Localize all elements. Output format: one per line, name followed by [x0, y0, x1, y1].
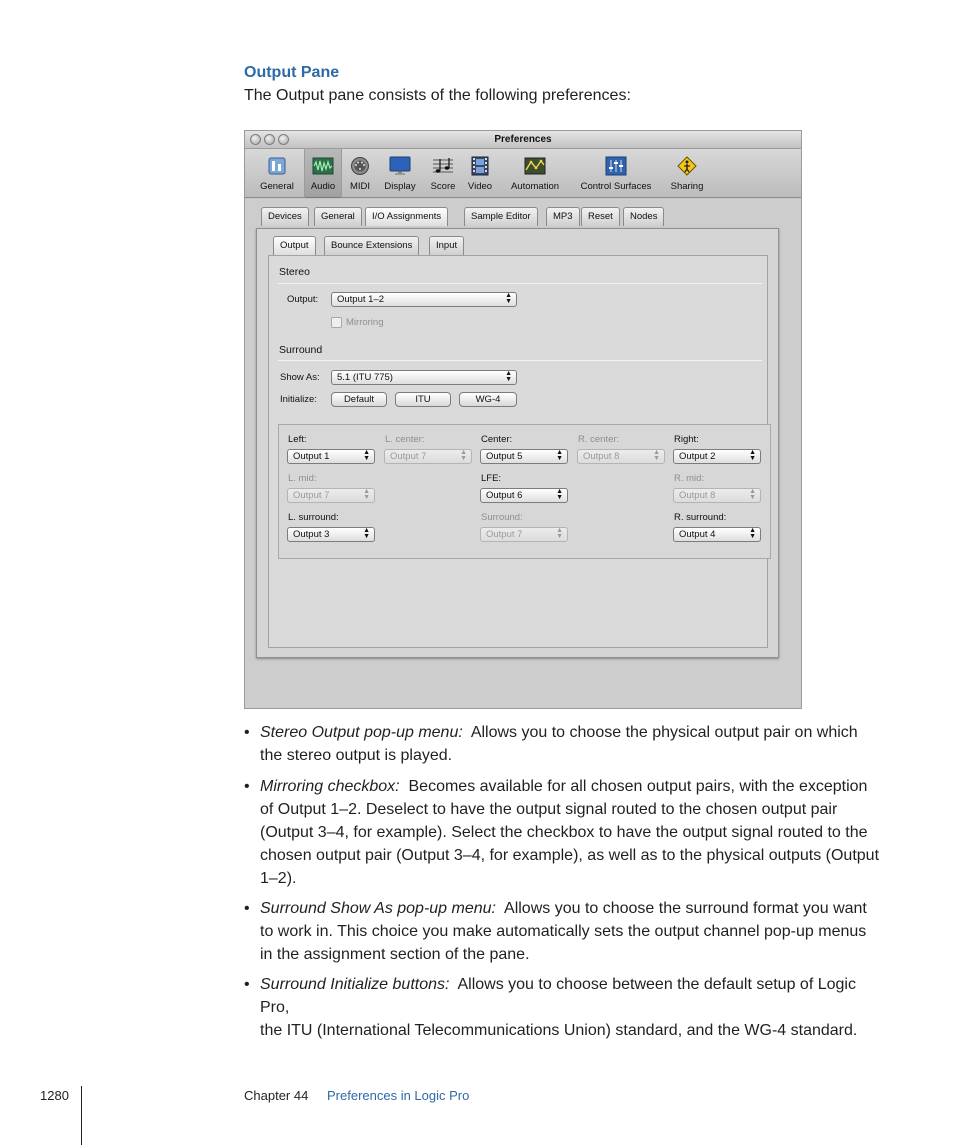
toolbar-sharing[interactable]: Sharing — [663, 149, 711, 198]
tab-general[interactable]: General — [314, 207, 362, 226]
initialize-label: Initialize: — [280, 394, 317, 405]
lfe-output-popup[interactable]: Output 6 ▲ ▼ — [480, 488, 568, 503]
toolbar-audio[interactable]: Audio — [304, 149, 342, 198]
tab-nodes[interactable]: Nodes — [623, 207, 664, 226]
bullet-term: Surround Initialize buttons: — [260, 976, 450, 993]
window-titlebar — [245, 131, 801, 149]
right-label: Right: — [674, 434, 699, 445]
center-label: Center: — [481, 434, 513, 445]
popup-arrows-icon: ▲ ▼ — [460, 449, 467, 462]
bullet-dot: • — [244, 778, 250, 795]
toolbar-video[interactable]: Video — [463, 149, 497, 198]
section-intro: The Output pane consists of the following preferences: — [244, 87, 631, 104]
midi-port-icon — [349, 156, 371, 176]
mirroring-checkbox[interactable] — [331, 317, 342, 328]
surround-label: Surround: — [481, 512, 523, 523]
bullet-term: Stereo Output pop-up menu: — [260, 724, 463, 741]
window-title: Preferences — [494, 134, 552, 145]
output-panel — [268, 255, 768, 648]
tab-reset[interactable]: Reset — [581, 207, 620, 226]
bullet-term: Mirroring checkbox: — [260, 778, 400, 795]
subtab-input[interactable]: Input — [429, 236, 464, 255]
popup-arrows-icon: ▲ ▼ — [363, 488, 370, 501]
tab-mp3[interactable]: MP3 — [546, 207, 580, 226]
audio-waveform-icon — [312, 156, 334, 176]
bullet-show-as: • Surround Show As pop-up menu: Allows you to choose the surround format you want to work in. This choice you make automatically sets the output channel pop-up menus in the assignment section of the pane. — [244, 897, 884, 966]
popup-arrows-icon: ▲ ▼ — [749, 488, 756, 501]
preferences-content — [245, 199, 801, 708]
lfe-label: LFE: — [481, 473, 502, 484]
bullet-dot: • — [244, 976, 250, 993]
initialize-default-button[interactable]: Default — [331, 392, 387, 407]
left-output-popup[interactable]: Output 1 ▲ ▼ — [287, 449, 375, 464]
r-mid-output-popup[interactable]: Output 8 ▲ ▼ — [673, 488, 761, 503]
popup-arrows-icon: ▲ ▼ — [749, 449, 756, 462]
right-output-popup[interactable]: Output 2 ▲ ▼ — [673, 449, 761, 464]
popup-arrows-icon: ▲ ▼ — [363, 527, 370, 540]
initialize-wg4-button[interactable]: WG-4 — [459, 392, 517, 407]
toolbar-midi[interactable]: MIDI — [345, 149, 375, 198]
toolbar-general[interactable]: General — [255, 149, 299, 198]
left-label: Left: — [288, 434, 307, 445]
r-surround-output-popup[interactable]: Output 4 ▲ ▼ — [673, 527, 761, 542]
r-mid-label: R. mid: — [674, 473, 705, 484]
popup-arrows-icon: ▲ ▼ — [505, 292, 512, 305]
stereo-divider — [278, 283, 762, 284]
bullet-term: Surround Show As pop-up menu: — [260, 900, 496, 917]
l-mid-output-popup[interactable]: Output 7 ▲ ▼ — [287, 488, 375, 503]
initialize-itu-button[interactable]: ITU — [395, 392, 451, 407]
center-output-popup[interactable]: Output 5 ▲ ▼ — [480, 449, 568, 464]
popup-arrows-icon: ▲ ▼ — [556, 527, 563, 540]
bullet-stereo-output: • Stereo Output pop-up menu: Allows you to choose the physical output pair on which the stereo output is played. — [244, 721, 884, 767]
surround-group-title: Surround — [279, 344, 323, 356]
popup-arrows-icon: ▲ ▼ — [653, 449, 660, 462]
surround-output-popup[interactable]: Output 7 ▲ ▼ — [480, 527, 568, 542]
l-surround-label: L. surround: — [288, 512, 339, 523]
l-center-output-popup[interactable]: Output 7 ▲ ▼ — [384, 449, 472, 464]
tab-sample-editor[interactable]: Sample Editor — [464, 207, 538, 226]
tab-io-assignments[interactable]: I/O Assignments — [365, 207, 448, 226]
page-number: 1280 — [40, 1088, 69, 1103]
toolbar-control-surfaces[interactable]: Control Surfaces — [573, 149, 659, 198]
subtab-bounce-extensions[interactable]: Bounce Extensions — [324, 236, 419, 255]
r-surround-label: R. surround: — [674, 512, 727, 523]
popup-arrows-icon: ▲ ▼ — [363, 449, 370, 462]
automation-curve-icon — [524, 156, 546, 176]
io-assignments-panel — [256, 228, 779, 658]
l-mid-label: L. mid: — [288, 473, 317, 484]
video-film-icon — [469, 156, 491, 176]
section-title: Output Pane — [244, 64, 340, 81]
l-surround-output-popup[interactable]: Output 3 ▲ ▼ — [287, 527, 375, 542]
toolbar-score[interactable]: Score — [425, 149, 461, 198]
stereo-group-title: Stereo — [279, 266, 310, 278]
general-prefs-icon — [266, 156, 288, 176]
r-center-output-popup[interactable]: Output 8 ▲ ▼ — [577, 449, 665, 464]
control-surface-icon — [605, 156, 627, 176]
sharing-sign-icon — [676, 156, 698, 176]
chapter-label: Chapter 44 — [244, 1088, 309, 1103]
popup-arrows-icon: ▲ ▼ — [505, 370, 512, 383]
r-center-label: R. center: — [578, 434, 620, 445]
chapter-title-link[interactable]: Preferences in Logic Pro — [327, 1088, 470, 1103]
l-center-label: L. center: — [385, 434, 425, 445]
footer-divider — [81, 1086, 82, 1145]
score-notes-icon — [432, 156, 454, 176]
stereo-output-popup[interactable]: Output 1–2 ▲ ▼ — [331, 292, 517, 307]
preferences-toolbar — [245, 149, 801, 198]
bullet-initialize: • Surround Initialize buttons: Allows you to choose between the default setup of Logic Pro, the ITU (International Telecommunications Union) standard, and the WG-4 standard. — [244, 973, 884, 1042]
subtab-output[interactable]: Output — [273, 236, 316, 255]
channel-assignment-box — [278, 424, 771, 559]
display-monitor-icon — [389, 156, 411, 176]
surround-divider — [278, 360, 762, 361]
popup-arrows-icon: ▲ ▼ — [556, 449, 563, 462]
mirroring-label: Mirroring — [346, 317, 384, 328]
bullet-dot: • — [244, 724, 250, 741]
popup-arrows-icon: ▲ ▼ — [556, 488, 563, 501]
bullet-dot: • — [244, 900, 250, 917]
preferences-window — [244, 130, 802, 709]
show-as-label: Show As: — [280, 372, 320, 383]
stereo-output-label: Output: — [287, 294, 319, 305]
bullet-mirroring: • Mirroring checkbox: Becomes available for all chosen output pairs, with the exception of Output 1–2. Deselect to have the output signal routed to the chosen output pair (Output 3–4, for example). Select the checkbox to have the output signal routed to the chosen output pair (Output 3–4, for example), as well as to the physical outputs (Output 1–2). — [244, 775, 884, 890]
toolbar-automation[interactable]: Automation — [501, 149, 569, 198]
tab-devices[interactable]: Devices — [261, 207, 309, 226]
popup-arrows-icon: ▲ ▼ — [749, 527, 756, 540]
toolbar-display[interactable]: Display — [379, 149, 421, 198]
show-as-popup[interactable]: 5.1 (ITU 775) ▲ ▼ — [331, 370, 517, 385]
